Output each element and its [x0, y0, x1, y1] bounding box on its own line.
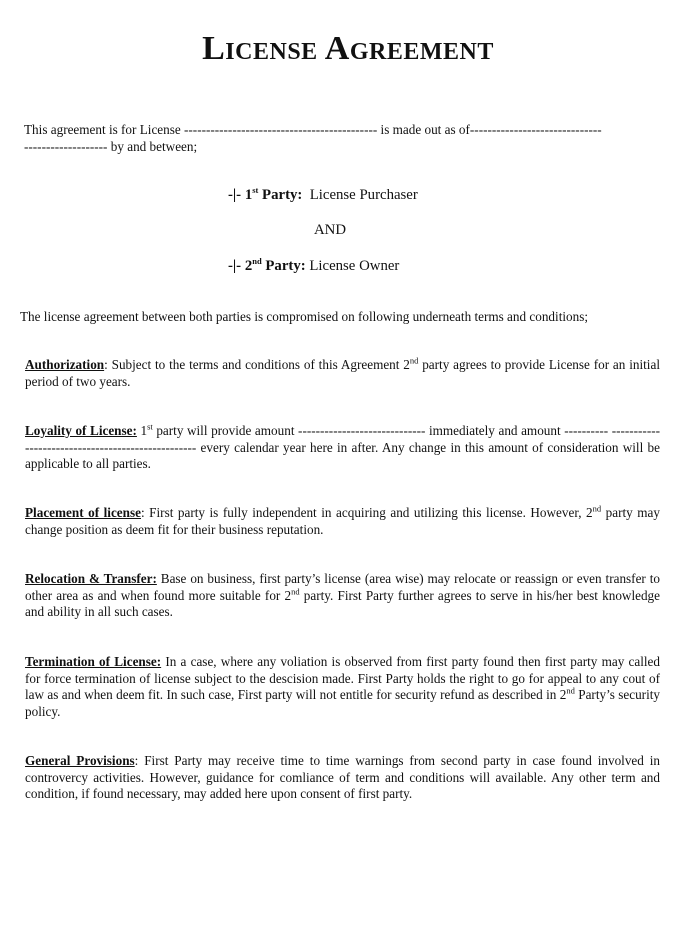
section-termination — [25, 654, 660, 720]
loyality-sup: st — [147, 421, 153, 432]
termination-text-1: In a case, where any voliation is observed from first party found then first party may called for force termination of license subject to the descision made. First Party holds the right to go for appeal to any cout of law as and when deem fit. In such case, First party will not entitle for security refund as described in 2 — [25, 654, 661, 703]
and-separator: AND — [314, 222, 347, 238]
party-2-sup: nd — [252, 256, 262, 267]
section-relocation — [25, 571, 660, 621]
party-2-prefix: -|- 2 — [228, 258, 253, 274]
authorization-heading: Authorization — [25, 357, 105, 372]
party-1-prefix: -|- 1 — [228, 187, 253, 203]
party-1-label: Party: — [258, 187, 303, 203]
section-authorization — [25, 357, 660, 390]
authorization-text-2: party agrees to provide License for an initial period of two years. — [25, 357, 660, 389]
section-general — [25, 753, 660, 803]
document-title: License Agreement — [202, 30, 494, 67]
intro-line-1: This agreement is for License -------------------------------------------- is made out as of------------------------------ — [24, 122, 602, 137]
intro-paragraph — [24, 122, 664, 155]
section-placement — [25, 505, 660, 538]
party-1-sup: st — [252, 185, 259, 196]
termination-heading: Termination of License: — [25, 654, 162, 669]
intro-line-2: ------------------- by and between; — [24, 138, 198, 154]
relocation-text-1: Base on business, first party’s license (area wise) may relocate or reassign or even transfer to other area as and when found more suitable for 2 — [25, 571, 660, 603]
loyality-heading: Loyality of License: — [25, 423, 137, 438]
relocation-sup: nd — [291, 586, 300, 597]
general-text-1: : First Party may receive time to time warnings from second party in case found involved in controvercy activities. However, guidance for comliance of term and conditions will available. Any other term and condition, if found necessary, may added here upon consent of first party. — [25, 753, 660, 802]
placement-sup: nd — [592, 503, 602, 514]
section-loyality — [25, 423, 660, 473]
general-heading: General Provisions — [25, 753, 135, 768]
terms-intro: The license agreement between both parties is compromised on following underneath terms and conditions; — [20, 309, 589, 324]
party-2-value: License Owner — [309, 258, 400, 274]
relocation-heading: Relocation & Transfer: — [25, 571, 157, 586]
loyality-text-0: 1 — [136, 423, 148, 438]
placement-heading: Placement of license — [25, 505, 141, 520]
termination-text-2: Party’s security policy. — [25, 687, 660, 719]
placement-text-1: : First party is fully independent in acquiring and utilizing this license. However, 2 — [140, 505, 593, 520]
loyality-text-1: party will provide amount ----------------------------- immediately and amount ---------- -------------------------------------------------- every calendar year here in after. Any change in this amount of consideration will be applicable to all parties. — [25, 423, 661, 472]
authorization-text-1: : Subject to the terms and conditions of this Agreement 2 — [104, 357, 410, 372]
authorization-sup: nd — [409, 355, 419, 366]
party-1-line — [228, 186, 418, 204]
termination-sup: nd — [566, 685, 575, 696]
party-1-value: License Purchaser — [309, 187, 418, 203]
party-2-line — [228, 257, 399, 275]
placement-text-2: party may change position as deem fit for their business reputation. — [25, 505, 660, 537]
relocation-text-2: party. First Party further agrees to serve in his/her best knowledge and ability in all such cases. — [25, 587, 660, 620]
party-2-label: Party: — [261, 258, 306, 274]
